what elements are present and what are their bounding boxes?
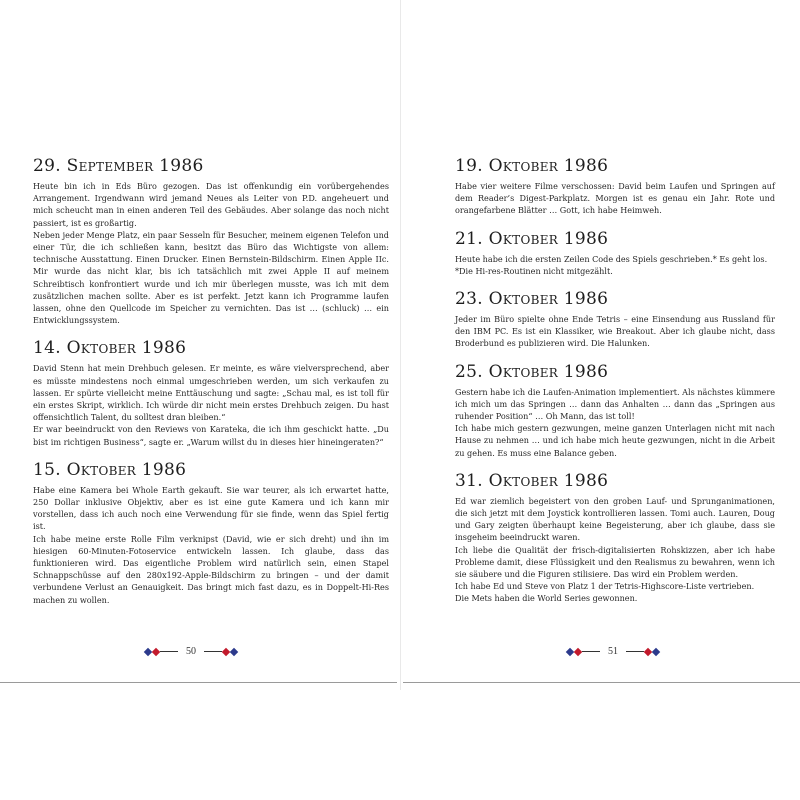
diary-entry [455, 156, 775, 217]
entry-date: 25. Oktober 1986 [455, 361, 609, 382]
entry-date: 19. Oktober 1986 [455, 156, 609, 176]
left-page-folio [144, 646, 238, 657]
diary-entry [455, 471, 775, 605]
entry-date: 31. Oktober 1986 [455, 470, 609, 491]
diary-entry [455, 289, 775, 350]
entry-paragraph: Neben jeder Menge Platz, ein paar Sesseln für Besucher, meinem eigenen Telefon und einer Tür, die ich schließen kann, besitzt das Büro das Wichtigste von allem: technische Ausstattung. Einen Drucker. Einen Bernstein-Bildschirm. Einen Apple IIc. Mir wurde das nicht klar, bis ich tatsächlich mit zwei Apple II auf meinem Schreibtisch konfrontiert wurde und ich mir überlegen musste, was ich mit dem zusätzlichen machen sollte. Aber es ist perfekt. Jetzt kann ich Programme laufen lassen, ohne den Quellcode im Speicher zu vernichten. Das ist … (schluck) … ein Entwicklungssystem. [33, 229, 389, 326]
ornament-line [204, 651, 222, 652]
page-number: 50 [186, 646, 196, 657]
entry-date: 23. Oktober 1986 [455, 289, 609, 310]
entry-paragraph: Habe vier weitere Filme verschossen: David beim Laufen und Springen auf dem Reader’s Digest-Parkplatz. Morgen ist es genau ein Jahr. Rote und orangefarbene Blätter … Gott, ich habe Heimweh. [455, 181, 775, 216]
entry-paragraph: Ed war ziemlich begeistert von den groben Lauf- und Sprunganimationen, die sich jetzt mit dem Joystick kontrollieren lassen. Tomi auch. Lauren, Doug und Gary zeigten überhaupt keine Begeisterung, aber ich glaube, dass sie insgeheim beeindruckt waren. [455, 495, 775, 543]
ornament-line [582, 651, 600, 652]
entry-paragraph: David Stenn hat mein Drehbuch gelesen. Er meinte, es wäre vielversprechend, aber es müsste mindestens noch einmal umgeschrieben werden, um sich verkaufen zu lassen. Er spürte vielleicht meine Enttäuschung und sagte: „Schau mal, es ist toll für ein erstes Skript, wirklich. Ich würde dir nicht mein erstes Drehbuch zeigen. Du hast offensichtlich Talent, du solltest dran bleiben.“ [33, 363, 389, 423]
entry-paragraph: Ich habe mich gestern gezwungen, meine ganzen Unterlagen nicht mit nach Hause zu nehmen … und ich habe mich heute gezwungen, nicht in die Arbeit zu gehen. Es muss eine Balance geben. [455, 423, 775, 458]
entry-footnote: *Die Hi-res-Routinen nicht mitgezählt. [455, 265, 613, 276]
entry-paragraph: Ich habe Ed und Steve von Platz 1 der Tetris-Highscore-Liste vertrieben. [455, 581, 755, 592]
folio-ornament-left [566, 649, 600, 655]
entry-paragraph: Heute bin ich in Eds Büro gezogen. Das ist offenkundig ein vorübergehendes Arrangement. Irgendwann wird jemand Neues als Leiter von P.D. angeheuert und mich scheucht man in einen anderen Teil des Gebäudes. Aber solange das noch nicht passiert, ist es großartig. [33, 181, 389, 228]
left-page [33, 156, 389, 614]
blue-diamond-icon [230, 647, 238, 655]
entry-paragraph: Habe eine Kamera bei Whole Earth gekauft. Sie war teurer, als ich erwartet hatte, 250 Dollar inklusive Objektiv, aber es ist eine gute Kamera und ich kann mir vorstellen, dass ich auch noch eine Verwendung für sie finde, wenn das Spiel fertig ist. [33, 484, 389, 532]
entry-date: 14. Oktober 1986 [33, 338, 187, 359]
page-number: 51 [608, 646, 618, 657]
right-page [455, 156, 775, 613]
diary-entry [455, 229, 775, 277]
ornament-line [160, 651, 178, 652]
left-page-bottom-rule [0, 682, 397, 683]
entry-paragraph: Die Mets haben die World Series gewonnen. [455, 593, 638, 604]
entry-date: 29. September 1986 [33, 156, 204, 176]
entry-date: 21. Oktober 1986 [455, 228, 609, 249]
right-page-folio [566, 646, 660, 657]
folio-ornament-right [204, 649, 238, 655]
red-diamond-icon [152, 647, 160, 655]
entry-paragraph: Ich habe meine erste Rolle Film verknipst (David, wie er sich dreht) und ihn im hiesigen 60-Minuten-Fotoservice entwickeln lassen. Ich glaube, dass das funktionieren wird. Das eigentliche Problem wird natürlich sein, einen Stapel Schnappschüsse auf den 280x192-Apple-Bildschirm zu bringen – und der damit verbundene Verlust an Genauigkeit. Das bringt mich fast dazu, es in Doppelt-Hi-Res machen zu wollen. [33, 533, 389, 605]
entry-date: 15. Oktober 1986 [33, 459, 187, 480]
diary-entry [33, 156, 389, 326]
ornament-line [626, 651, 644, 652]
right-page-bottom-rule [403, 682, 800, 683]
entry-paragraph: Jeder im Büro spielte ohne Ende Tetris – eine Einsendung aus Russland für den IBM PC. Es ist ein Klassiker, wie Breakout. Aber ich glaube nicht, dass Broderbund es publizieren wird. Die Halunken. [455, 314, 775, 349]
diary-entry [33, 338, 389, 447]
diary-entry [455, 362, 775, 459]
entry-paragraph: Er war beeindruckt von den Reviews von Karateka, die ich ihm geschickt hatte. „Du bist im richtigen Business“, sagte er. „Warum willst du in dieses hier hineingeraten?“ [33, 424, 389, 447]
entry-paragraph: Heute habe ich die ersten Zeilen Code des Spiels geschrieben.* Es geht los. [455, 253, 768, 264]
blue-diamond-icon [652, 647, 660, 655]
folio-ornament-right [626, 649, 660, 655]
entry-paragraph: Ich liebe die Qualität der frisch-digitalisierten Rohskizzen, aber ich habe Probleme damit, diese Flüssigkeit und den Realismus zu bewahren, wenn ich sie säubere und die Figuren stilisiere. Das wird ein Problem werden. [455, 544, 775, 580]
diary-entry [33, 460, 389, 606]
page-gutter [400, 0, 401, 690]
folio-ornament-left [144, 649, 178, 655]
red-diamond-icon [574, 647, 582, 655]
entry-paragraph: Gestern habe ich die Laufen-Animation implementiert. Als nächstes kümmere ich mich um das Springen … dann das Anhalten … dann das „Springen aus ruhender Position“ … Oh Mann, das ist toll! [455, 386, 775, 422]
